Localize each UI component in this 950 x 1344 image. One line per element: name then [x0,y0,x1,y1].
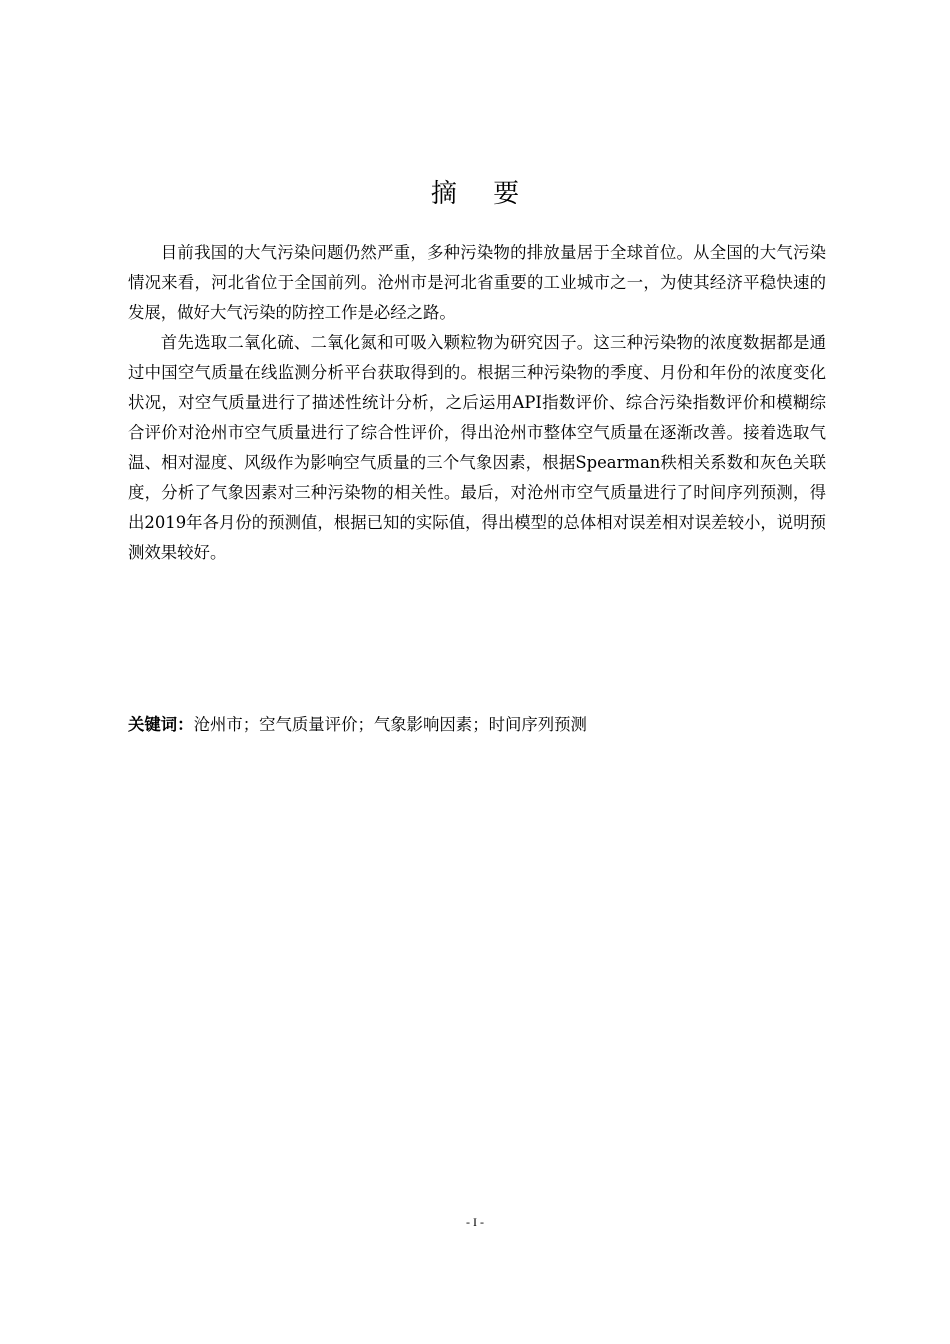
keywords-value: 沧州市；空气质量评价；气象影响因素；时间序列预测 [193,715,587,734]
abstract-paragraph-2: 首先选取二氧化硫、二氧化氮和可吸入颗粒物为研究因子。这三种污染物的浓度数据都是通过中国空气质量在线监测分析平台获取得到的。根据三种污染物的季度、月份和年份的浓度变化状况，对空气质量进行了描述性统计分析，之后运用API指数评价、综合污染指数评价和模糊综合评价对沧州市空气质量进行了综合性评价，得出沧州市整体空气质量在逐渐改善。接着选取气温、相对湿度、风级作为影响空气质量的三个气象因素，根据Spearman秩相关系数和灰色关联度，分析了气象因素对三种污染物的相关性。最后，对沧州市空气质量进行了时间序列预测，得出2019年各月份的预测值，根据已知的实际值，得出模型的总体相对误差相对误差较小，说明预测效果较好。 [128,333,826,562]
abstract-paragraph-1: 目前我国的大气污染问题仍然严重，多种污染物的排放量居于全球首位。从全国的大气污染情况来看，河北省位于全国前列。沧州市是河北省重要的工业城市之一，为使其经济平稳快速的发展，做好大气污染的防控工作是必经之路。 [128,243,826,322]
keywords-line [128,710,826,740]
abstract-body [128,238,826,568]
keywords-label: 关键词： [128,715,194,734]
abstract-title: 摘 要 [430,179,534,209]
page-number: - I - [466,1215,484,1229]
